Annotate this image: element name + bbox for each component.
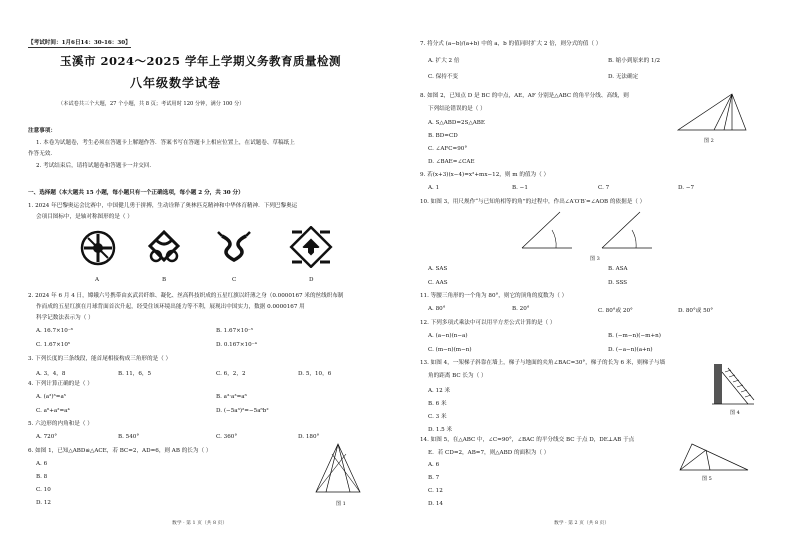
q14-option-b[interactable]: B. 7 [428, 475, 440, 481]
q13-option-c[interactable]: C. 3 米 [428, 414, 447, 420]
q4-option-a[interactable]: A. (a²)³=a⁵ [36, 394, 67, 400]
figure-1-diagram [312, 440, 368, 498]
q14-option-a[interactable]: A. 6 [428, 462, 440, 468]
q13-option-d[interactable]: D. 1.5 米 [428, 427, 453, 433]
q3-option-b[interactable]: B. 11，6，5 [118, 371, 152, 377]
q2-option-c[interactable]: C. 1.67×10⁵ [36, 342, 71, 348]
exam-time: 【考试时间：1月6日14：30-16：30】 [28, 40, 131, 46]
q7-option-a[interactable]: A. 扩大 2 倍 [428, 58, 460, 64]
q12-option-d[interactable]: D. (−a−n)(a+n) [608, 347, 653, 353]
footer-page-2: 数学 · 第 2 页（共 8 页） [554, 521, 610, 526]
q8-text-b: 下列结论错误的是（ ） [428, 106, 486, 112]
q12-option-b[interactable]: B. (−m−n)(−m+n) [608, 333, 661, 339]
q9-option-c[interactable]: C. 7 [598, 185, 610, 191]
exam-title: 玉溪市 2024～2025 学年上学期义务教育质量检测 [60, 54, 342, 68]
q6-option-b[interactable]: B. 8 [36, 474, 48, 480]
q13-option-a[interactable]: A. 12 米 [428, 388, 451, 394]
q10-option-d[interactable]: D. SSS [608, 280, 628, 286]
q1-label-c: C [232, 277, 237, 283]
exam-subtitle: 八年级数学试卷 [130, 76, 222, 90]
notice-1a: 1. 本卷为试题卷，考生必须在答题卡上解题作答．答案书写在答题卡上相应位置上，在试题卷、草稿纸上 [36, 140, 295, 146]
q2-text-b: 作而成的五星红旗在月球背面首次升起，经受住该环境出能力等不利，展现出中国实力，数据 0.0000167 用 [36, 304, 305, 310]
q7-text: 7. 将分式 (a−b)/(a+b) 中的 a，b 的值同时扩大 2 倍，则分式的值（ ） [420, 41, 602, 47]
q5-option-a[interactable]: A. 720° [36, 434, 58, 440]
q12-text: 12. 下列多项式乘法中可以用平方差公式计算的是（ ） [420, 320, 556, 326]
q14-option-d[interactable]: D. 14 [428, 501, 443, 507]
q10-option-a[interactable]: A. SAS [428, 266, 448, 272]
notice-1b: 作答无效． [28, 151, 56, 157]
q14-text-b: E．若 CD=2，AB=7，则△ABD 的面积为（ ） [428, 450, 550, 456]
q8-option-a[interactable]: A. S△ABD=2S△ABE [428, 120, 485, 126]
q2-option-a[interactable]: A. 16.7×10⁻⁶ [36, 328, 74, 334]
figure-5-triangle [676, 438, 752, 474]
exam-note: （本试卷共三个大题，27 个小题，共 8 页；考试用时 120 分钟，满分 100 分） [58, 101, 245, 107]
q9-option-b[interactable]: B. −1 [512, 185, 528, 191]
q3-option-d[interactable]: D. 5，10，6 [298, 371, 332, 377]
notice-heading: 注意事项： [28, 128, 56, 134]
q11-text: 11. 等腰三角形的一个角为 80°，则它的顶角的度数为（ ） [420, 293, 568, 299]
figure-3-caption: 图 3 [590, 256, 600, 262]
q4-option-c[interactable]: C. a⁶+a²=a⁴ [36, 408, 70, 414]
q8-text-a: 8. 如图 2，已知点 D 是 BC 的中点，AE，AF 分别是△ABC 的角平分线、高线，则 [420, 93, 629, 99]
q7-option-c[interactable]: C. 保持不变 [428, 74, 459, 80]
q14-option-c[interactable]: C. 12 [428, 488, 443, 494]
q6-option-c[interactable]: C. 10 [36, 487, 51, 493]
q1-text-a: 1. 2024 年巴黎奥运会比赛中，中国健儿勇于拼搏，生动诠释了奥林匹克精神和中华体育精神．下列巴黎奥运 [28, 203, 298, 209]
q9-option-d[interactable]: D. −7 [678, 185, 695, 191]
figure-3-angle-aob [516, 206, 578, 254]
olympic-icon-b [142, 228, 186, 268]
q4-option-b[interactable]: B. a³·a³=a⁶ [216, 394, 247, 400]
q1-label-a: A [95, 277, 100, 283]
q5-option-d[interactable]: D. 180° [298, 434, 320, 440]
q13-text-b: 角的距离 BC 长为（ ） [428, 373, 487, 379]
q7-option-b[interactable]: B. 缩小到原来的 1/2 [608, 58, 661, 64]
q14-text-a: 14. 如图 5，在△ABC 中，∠C=90°，∠BAC 的平分线交 BC 于点 D，DE⊥AB 于点 [420, 437, 635, 443]
q3-option-c[interactable]: C. 6，2，2 [216, 371, 246, 377]
q3-option-a[interactable]: A. 3，4，8 [36, 371, 66, 377]
figure-4-caption: 图 4 [730, 410, 740, 416]
q11-option-c[interactable]: C. 80°或 20° [598, 308, 633, 314]
q11-option-d[interactable]: D. 80°或 50° [678, 308, 714, 314]
q9-text: 9. 若(x+3)(x−4)=x²+mx−12，则 m 的值为（ ） [420, 172, 550, 178]
q11-option-b[interactable]: B. 20° [512, 306, 530, 312]
q2-option-d[interactable]: D. 0.167×10⁻⁴ [216, 342, 257, 348]
figure-2-caption: 图 2 [704, 138, 714, 144]
olympic-icon-a [76, 228, 120, 268]
q8-option-b[interactable]: B. BD=CD [428, 133, 458, 139]
footer-page-1: 数学 · 第 1 页（共 8 页） [172, 521, 228, 526]
section-1-heading: 一、选择题（本大题共 15 小题，每小题只有一个正确选项，每小题 2 分，共 30 分） [28, 190, 244, 196]
olympic-icon-c [212, 228, 256, 268]
q6-option-d[interactable]: D. 12 [36, 500, 51, 506]
q8-option-c[interactable]: C. ∠AFC=90° [428, 146, 468, 152]
q4-text: 4. 下列计算正确的是（ ） [28, 381, 93, 387]
q7-option-d[interactable]: D. 无法确定 [608, 74, 639, 80]
figure-4-ladder [710, 362, 756, 408]
q2-text-a: 2. 2024 年 6 月 4 日，嫦娥六号携带由玄武岩纤维、凝化、丝高科技织成的五星红旗以纤薄之身（0.0000167 米的丝线织布制 [28, 293, 344, 299]
figure-3-angle-a1o1b1 [596, 206, 658, 254]
q9-option-a[interactable]: A. 1 [428, 185, 440, 191]
q10-text: 10. 如图 3，用尺规作“与已知角相等的角”的过程中，作出∠A′O′B′=∠AOB 的依据是（ ） [420, 199, 646, 205]
page-2 [400, 0, 794, 544]
q13-option-b[interactable]: B. 6 米 [428, 401, 447, 407]
q12-option-c[interactable]: C. (m−n)(m−n) [428, 347, 472, 353]
q5-text: 5. 六边形的内角和是（ ） [28, 421, 93, 427]
q1-label-d: D [309, 277, 314, 283]
q6-text: 6. 如图 1，已知△ABD≌△ACE，若 BC=2，AD=6，则 AB 的长为（ ） [28, 448, 212, 454]
q1-text-b: 会项目图标中，是轴对称图形的是（ ） [36, 214, 133, 220]
figure-2-diagram [674, 90, 752, 136]
q8-option-d[interactable]: D. ∠BAE=∠CAE [428, 159, 475, 165]
q2-text-c: 科学记数法表示为（ ） [36, 315, 94, 321]
q1-label-b: B [162, 277, 167, 283]
olympic-icon-d [288, 226, 334, 268]
q10-option-b[interactable]: B. ASA [608, 266, 628, 272]
q13-text-a: 13. 如图 4，一架梯子斜靠在墙上，梯子与地面的夹角∠BAC=30°，梯子的长为 6 米，则梯子与墙 [420, 360, 666, 366]
q2-option-b[interactable]: B. 1.67×10⁻⁵ [216, 328, 254, 334]
figure-5-caption: 图 5 [702, 476, 712, 482]
q5-option-c[interactable]: C. 360° [216, 434, 238, 440]
q12-option-a[interactable]: A. (a−n)(n−a) [428, 333, 468, 339]
figure-1-caption: 图 1 [336, 501, 346, 507]
q4-option-d[interactable]: D. (−5a³)²=−5a⁶b² [216, 408, 269, 414]
q6-option-a[interactable]: A. 6 [36, 461, 48, 467]
q3-text: 3. 下列长度的三条线段，能首尾相接构成三角形的是（ ） [28, 356, 172, 362]
q10-option-c[interactable]: C. AAS [428, 280, 448, 286]
q11-option-a[interactable]: A. 80° [428, 306, 446, 312]
q5-option-b[interactable]: B. 540° [118, 434, 140, 440]
notice-2: 2. 考试结束后，请将试题卷和答题卡一并交回． [36, 163, 155, 169]
